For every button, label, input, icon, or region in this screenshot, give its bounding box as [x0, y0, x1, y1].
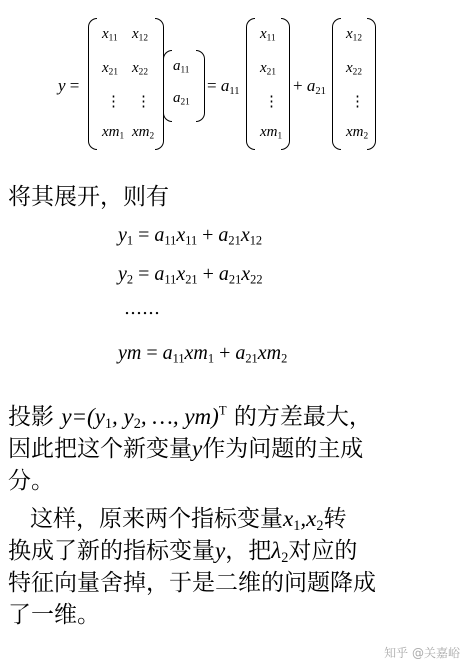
col2-cell: $x_{12}$	[346, 26, 362, 44]
lambda2: $\lambda_2$	[271, 538, 289, 566]
matrix-equation	[0, 14, 474, 154]
col1-cell: $x_{21}$	[260, 60, 276, 78]
left-paren	[88, 18, 97, 150]
paragraph1-line2: 因此把这个新变量y作为问题的主成	[8, 436, 364, 462]
expansion-eq1: $y_1 = a_{11}x_{11} + a_{21}x_{12}$	[118, 224, 263, 248]
left-paren	[332, 18, 341, 150]
x-matrix-cell: $xm_2$	[132, 124, 155, 142]
col1-cell: ⋮	[264, 94, 279, 110]
intro-text: 将其展开，则有	[8, 184, 169, 210]
a-vector	[163, 50, 205, 122]
col1-cell: $x_{11}$	[260, 26, 276, 44]
paragraph2-line2: 换成了新的指标变量y，把$\lambda_2$对应的	[8, 538, 358, 566]
expansion-eq2: $y_2 = a_{11}x_{21} + a_{21}x_{22}$	[118, 263, 263, 287]
x-matrix-cell: $x_{21}$	[102, 60, 118, 78]
x-matrix	[88, 18, 164, 150]
paragraph1-line3: 分。	[8, 468, 54, 494]
right-paren	[367, 18, 376, 150]
x-matrix-cell: $x_{12}$	[132, 26, 148, 44]
right-paren	[196, 50, 205, 122]
x-matrix-cell: $xm_1$	[102, 124, 125, 142]
lhs-y: y =	[58, 76, 80, 95]
paragraph2-line1: 这样，原来两个指标变量$x_1,x_2$转	[30, 506, 347, 534]
coef2: + $a_{21}$	[293, 76, 326, 97]
col1-vector	[246, 18, 290, 150]
left-paren	[246, 18, 255, 150]
x-matrix-cell: $x_{22}$	[132, 60, 148, 78]
coef1: = $a_{11}$	[207, 76, 240, 97]
expansion-ellipsis: ……	[124, 298, 160, 319]
projection-vector: $y=(y_1$, $y_2$, …, ym)$^T$	[61, 403, 227, 432]
a-vector-cell: $a_{21}$	[173, 90, 190, 108]
paragraph1-line1: 投影 $y=(y_1$, $y_2$, …, ym)$^T$ 的方差最大，	[8, 403, 372, 432]
x-matrix-cell: ⋮	[106, 94, 121, 110]
x-matrix-cell: ⋮	[136, 94, 151, 110]
col2-cell: ⋮	[350, 94, 365, 110]
x-matrix-cell: $x_{11}$	[102, 26, 118, 44]
col1-cell: $xm_1$	[260, 124, 283, 142]
a-vector-cell: $a_{11}$	[173, 58, 190, 76]
col2-vector	[332, 18, 376, 150]
left-paren	[163, 50, 172, 122]
paragraph2-line4: 了一维。	[8, 602, 100, 628]
expansion-eqm: ym = $a_{11}xm_1 + a_{21}xm_2$	[118, 342, 288, 366]
vars-x1-x2: $x_1,x_2$	[283, 506, 324, 534]
col2-cell: $xm_2$	[346, 124, 369, 142]
paragraph2-line3: 特征向量舍掉，于是二维的问题降成	[8, 570, 376, 596]
right-paren	[281, 18, 290, 150]
watermark: 知乎 @关嘉峪	[384, 646, 460, 660]
col2-cell: $x_{22}$	[346, 60, 362, 78]
